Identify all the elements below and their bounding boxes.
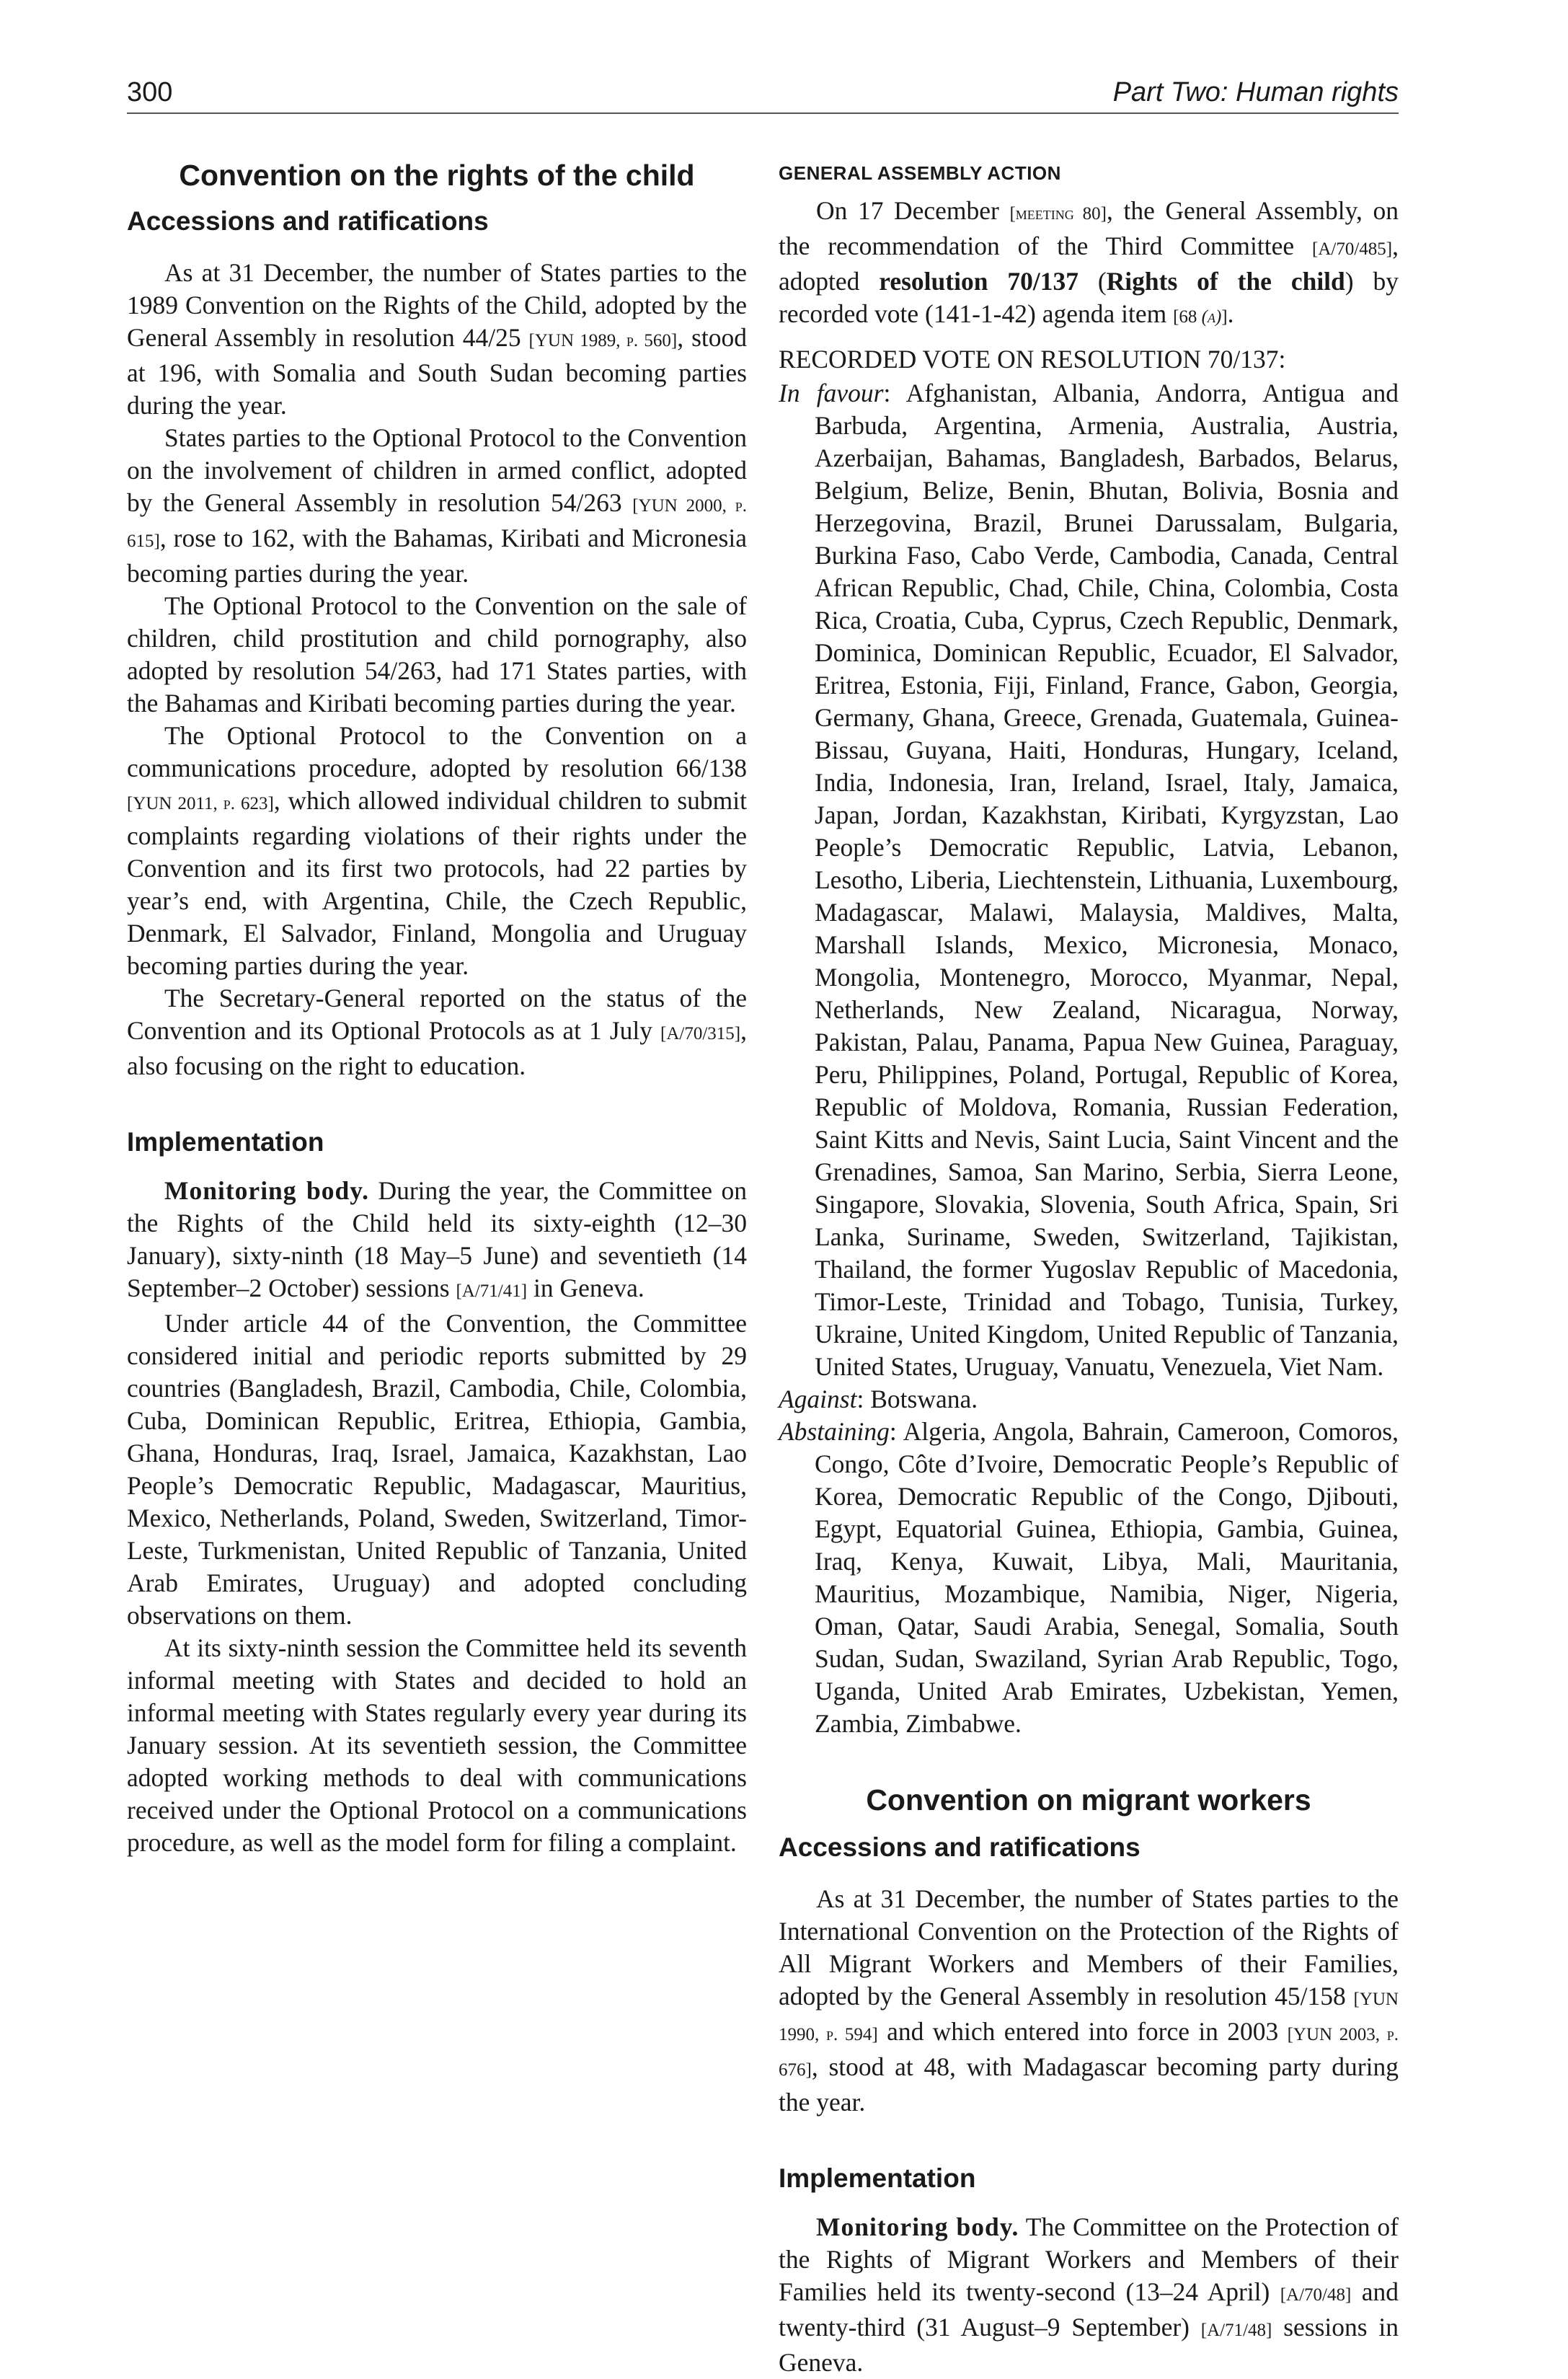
left-column (127, 156, 747, 2103)
paragraph: States parties to the Optional Protocol to the Convention on the involvement of children in armed conflict, adopted by the General Assembly in resolution 54/263 [YUN 2000, p. 615], rose to 162, with the Bahamas, Kiribati and Micronesia becoming parties during the year. (127, 423, 747, 588)
section-title-child: Convention on the rights of the child (179, 159, 695, 192)
citation: [YUN 1990, p. 594] (779, 1990, 1399, 2044)
header-rule (127, 112, 1399, 114)
paragraph: Under article 44 of the Convention, the Committee considered initial and periodic reports submitted by 29 countries (Bangladesh, Brazil, Cambodia, Chile, Colombia, Cuba, Dominican Republic, Eritrea, Ethiopia, Gambia, Ghana, Honduras, Iraq, Israel, Jamaica, Kazakhstan, Lao People’s Democratic Republic, Madagascar, Mauritius, Mexico, Netherlands, Poland, Sweden, Switzerland, Timor-Leste, Turkmenistan, United Republic of Tanzania, United Arab Emirates, Uruguay) and adopted concluding observations on them. (127, 1309, 747, 1630)
paragraph: On 17 December [meeting 80], the General Assembly, on the recommendation of the Third Committee [A/70/485], adopted resolution 70/137 (Rights of the child) by recorded vote (141-1-42) agenda item [68 (a)]. (779, 196, 1399, 328)
vote-label: In favour (779, 379, 884, 407)
page-number: 300 (127, 77, 173, 107)
paragraph: The Secretary-General reported on the status of the Convention and its Optional Protocols as at 1 July [A/70/315], also focusing on the right to education. (127, 984, 747, 1080)
recorded-vote-heading: RECORDED VOTE ON RESOLUTION 70/137: (779, 345, 1286, 374)
vote-label: Against (779, 1385, 857, 1413)
migrant-accessions-heading: Accessions and ratifications (779, 1832, 1140, 1862)
vote-label: Abstaining (779, 1417, 890, 1446)
page-header (127, 75, 1399, 114)
paragraph: The Optional Protocol to the Convention on a communications procedure, adopted by resolution 66/138 [YUN 2011, p. 623], which allowed individual children to submit complaints regarding violations of their rights under the Convention and its first two protocols, had 22 parties by year’s end, with Argentina, Chile, the Czech Republic, Denmark, El Salvador, Finland, Mongolia and Uruguay becoming parties during the year. (127, 721, 748, 980)
migrant-implementation-heading: Implementation (779, 2163, 976, 2193)
run-in-heading: Monitoring body. (816, 2212, 1019, 2241)
citation: [YUN 2003, p. 676] (779, 2025, 1399, 2080)
citation: [YUN 2000, p. 615] (127, 496, 747, 551)
citation: [A/70/485] (1312, 239, 1393, 259)
resolution-title: Rights of the child (1106, 267, 1345, 296)
citation: [68 (a)] (1173, 307, 1228, 327)
citation: [meeting 80] (1009, 204, 1107, 224)
accessions-heading: Accessions and ratifications (127, 206, 489, 236)
citation: [A/70/48] (1280, 2285, 1352, 2305)
vote-against: Against: Botswana. (779, 1385, 978, 1413)
section-title-migrant: Convention on migrant workers (866, 1783, 1311, 1817)
paragraph: The Optional Protocol to the Convention on the sale of children, child prostitution and child pornography, also adopted by resolution 54/263, had 171 States parties, with the Bahamas and Kiribati becoming parties during the year. (127, 591, 747, 718)
vote-abstaining: Abstaining: Algeria, Angola, Bahrain, Cameroon, Comoros, Congo, Côte d’Ivoire, Democratic People’s Republic of Korea, Democratic Republic of the Congo, Djibouti, Egypt, Equatorial Guinea, Ethiopia, Gambia, Guinea, Iraq, Kenya, Kuwait, Libya, Mali, Mauritania, Mauritius, Mozambique, Namibia, Niger, Nigeria, Oman, Qatar, Saudi Arabia, Senegal, Somalia, South Sudan, Sudan, Swaziland, Syrian Arab Republic, Togo, Uganda, United Arab Emirates, Uzbekistan, Yemen, Zambia, Zimbabwe. (779, 1417, 1399, 1738)
citation: [YUN 2011, p. 623] (127, 794, 274, 813)
citation: [A/71/41] (456, 1281, 528, 1301)
citation: [A/70/315] (660, 1024, 741, 1043)
running-head: Part Two: Human rights (1112, 77, 1399, 107)
right-column (779, 156, 1399, 2377)
paragraph: At its sixty-ninth session the Committee held its seventh informal meeting with States and decided to hold an informal meeting with States regularly every year during its January session. At its seventieth session, the Committee adopted working methods to deal with communications received under the Optional Protocol on a communications procedure, as well as the model form for filing a complaint. (127, 1633, 747, 1857)
paragraph: As at 31 December, the number of States parties to the International Convention on the Protection of the Rights of All Migrant Workers and Members of their Families, adopted by the General Assembly in resolution 45/158 [YUN 1990, p. 594] and which entered into force in 2003 [YUN 2003, p. 676], stood at 48, with Madagascar becoming party during the year. (779, 1884, 1399, 2117)
resolution-number: resolution 70/137 (879, 267, 1078, 296)
vote-in-favour: In favour: Afghanistan, Albania, Andorra, Antigua and Barbuda, Argentina, Armenia, Australia, Austria, Azerbaijan, Bahamas, Bangladesh, Barbados, Belarus, Belgium, Belize, Benin, Bhutan, Bolivia, Bosnia and Herzegovina, Brazil, Brunei Darussalam, Bulgaria, Burkina Faso, Cabo Verde, Cambodia, Canada, Central African Republic, Chad, Chile, China, Colombia, Costa Rica, Croatia, Cuba, Cyprus, Czech Republic, Denmark, Dominica, Dominican Republic, Ecuador, El Salvador, Eritrea, Estonia, Fiji, Finland, France, Gabon, Georgia, Germany, Ghana, Greece, Grenada, Guatemala, Guinea-Bissau, Guyana, Haiti, Honduras, Hungary, Iceland, India, Indonesia, Iran, Ireland, Israel, Italy, Jamaica, Japan, Jordan, Kazakhstan, Kiribati, Kyrgyzstan, Lao People’s Democratic Republic, Latvia, Lebanon, Lesotho, Liberia, Liechtenstein, Lithuania, Luxembourg, Madagascar, Malawi, Malaysia, Maldives, Malta, Marshall Islands, Mexico, Micronesia, Monaco, Mongolia, Montenegro, Morocco, Myanmar, Nepal, Netherlands, New Zealand, Nicaragua, Norway, Pakistan, Palau, Panama, Papua New Guinea, Paraguay, Peru, Philippines, Poland, Portugal, Republic of Korea, Republic of Moldova, Romania, Russian Federation, Saint Kitts and Nevis, Saint Lucia, Saint Vincent and the Grenadines, Samoa, San Marino, Serbia, Sierra Leone, Singapore, Slovakia, Slovenia, South Africa, Spain, Sri Lanka, Suriname, Sweden, Switzerland, Tajikistan, Thailand, the former Yugoslav Republic of Macedonia, Timor-Leste, Trinidad and Tobago, Tunisia, Turkey, Ukraine, United Kingdom, United Republic of Tanzania, United States, Uruguay, Vanuatu, Venezuela, Viet Nam. (779, 379, 1399, 1381)
citation: [A/71/48] (1200, 2321, 1272, 2340)
paragraph: Monitoring body. During the year, the Committee on the Rights of the Child held its sixty-eighth (12–30 January), sixty-ninth (18 May–5 June) and seventieth (14 September–2 October) sessions [A/71/41] in Geneva. (127, 1176, 748, 1302)
citation: [YUN 1989, p. 560] (528, 331, 678, 350)
general-assembly-action-heading: GENERAL ASSEMBLY ACTION (779, 162, 1061, 184)
run-in-heading: Monitoring body. (164, 1176, 369, 1205)
implementation-heading: Implementation (127, 1127, 324, 1157)
paragraph: As at 31 December, the number of States parties to the 1989 Convention on the Rights of the Child, adopted by the General Assembly in resolution 44/25 [YUN 1989, p. 560], stood at 196, with Somalia and South Sudan becoming parties during the year. (127, 258, 748, 420)
paragraph: Monitoring body. The Committee on the Protection of the Rights of Migrant Workers and Members of their Families held its twenty-second (13–24 April) [A/70/48] and twenty-third (31 August–9 September) [A/71/48] sessions in Geneva. (779, 2212, 1399, 2377)
